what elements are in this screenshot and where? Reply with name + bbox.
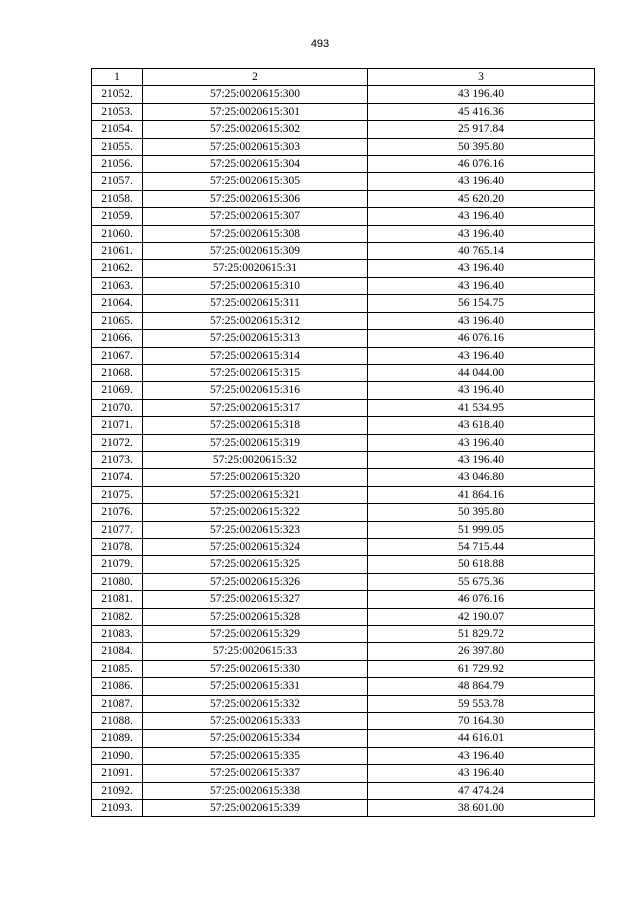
row-number-cell: 21082. — [92, 608, 143, 625]
row-number-cell: 21093. — [92, 800, 143, 817]
value-cell: 43 618.40 — [368, 417, 595, 434]
row-number-cell: 21053. — [92, 103, 143, 120]
cadastral-number-cell: 57:25:0020615:320 — [143, 469, 368, 486]
value-cell: 38 601.00 — [368, 800, 595, 817]
table-row — [92, 695, 595, 712]
page-number: 493 — [310, 38, 330, 50]
row-number-cell: 21057. — [92, 173, 143, 190]
table-row — [92, 173, 595, 190]
row-number-cell: 21087. — [92, 695, 143, 712]
value-cell: 40 765.14 — [368, 243, 595, 260]
value-cell: 25 917.84 — [368, 121, 595, 138]
table-row — [92, 486, 595, 503]
row-number-cell: 21090. — [92, 747, 143, 764]
row-number-cell: 21061. — [92, 243, 143, 260]
row-number-cell: 21056. — [92, 156, 143, 173]
cadastral-number-cell: 57:25:0020615:316 — [143, 382, 368, 399]
header-row — [92, 69, 595, 86]
cadastral-number-cell: 57:25:0020615:334 — [143, 730, 368, 747]
value-cell: 43 196.40 — [368, 347, 595, 364]
cadastral-number-cell: 57:25:0020615:307 — [143, 208, 368, 225]
cadastral-number-cell: 57:25:0020615:309 — [143, 243, 368, 260]
value-cell: 43 196.40 — [368, 451, 595, 468]
table-row — [92, 782, 595, 799]
row-number-cell: 21073. — [92, 451, 143, 468]
row-number-cell: 21065. — [92, 312, 143, 329]
row-number-cell: 21074. — [92, 469, 143, 486]
row-number-cell: 21070. — [92, 399, 143, 416]
value-cell: 56 154.75 — [368, 295, 595, 312]
cadastral-number-cell: 57:25:0020615:302 — [143, 121, 368, 138]
value-cell: 51 999.05 — [368, 521, 595, 538]
value-cell: 59 553.78 — [368, 695, 595, 712]
table-row — [92, 713, 595, 730]
value-cell: 46 076.16 — [368, 330, 595, 347]
row-number-cell: 21055. — [92, 138, 143, 155]
row-number-cell: 21092. — [92, 782, 143, 799]
value-cell: 45 416.36 — [368, 103, 595, 120]
cadastral-number-cell: 57:25:0020615:325 — [143, 556, 368, 573]
value-cell: 43 196.40 — [368, 312, 595, 329]
table-row — [92, 86, 595, 103]
value-cell: 43 196.40 — [368, 260, 595, 277]
row-number-cell: 21069. — [92, 382, 143, 399]
row-number-cell: 21067. — [92, 347, 143, 364]
cadastral-number-cell: 57:25:0020615:323 — [143, 521, 368, 538]
cadastral-number-cell: 57:25:0020615:324 — [143, 538, 368, 555]
table-row — [92, 747, 595, 764]
table-row — [92, 608, 595, 625]
table-row — [92, 434, 595, 451]
cadastral-number-cell: 57:25:0020615:311 — [143, 295, 368, 312]
table-row — [92, 451, 595, 468]
row-number-cell: 21054. — [92, 121, 143, 138]
value-cell: 50 395.80 — [368, 504, 595, 521]
table-row — [92, 156, 595, 173]
row-number-cell: 21088. — [92, 713, 143, 730]
table-row — [92, 765, 595, 782]
data-table — [91, 68, 595, 817]
table-row — [92, 573, 595, 590]
value-cell: 42 190.07 — [368, 608, 595, 625]
row-number-cell: 21079. — [92, 556, 143, 573]
row-number-cell: 21089. — [92, 730, 143, 747]
row-number-cell: 21071. — [92, 417, 143, 434]
table-row — [92, 138, 595, 155]
cadastral-number-cell: 57:25:0020615:339 — [143, 800, 368, 817]
table-row — [92, 660, 595, 677]
row-number-cell: 21062. — [92, 260, 143, 277]
table-row — [92, 103, 595, 120]
row-number-cell: 21076. — [92, 504, 143, 521]
row-number-cell: 21091. — [92, 765, 143, 782]
cadastral-number-cell: 57:25:0020615:317 — [143, 399, 368, 416]
cadastral-number-cell: 57:25:0020615:338 — [143, 782, 368, 799]
cadastral-number-cell: 57:25:0020615:328 — [143, 608, 368, 625]
table-body — [92, 86, 595, 817]
table-row — [92, 538, 595, 555]
table-row — [92, 521, 595, 538]
value-cell: 43 196.40 — [368, 86, 595, 103]
cadastral-number-cell: 57:25:0020615:319 — [143, 434, 368, 451]
row-number-cell: 21077. — [92, 521, 143, 538]
cadastral-number-cell: 57:25:0020615:312 — [143, 312, 368, 329]
table-row — [92, 730, 595, 747]
table-row — [92, 364, 595, 381]
row-number-cell: 21068. — [92, 364, 143, 381]
value-cell: 43 196.40 — [368, 173, 595, 190]
value-cell: 45 620.20 — [368, 190, 595, 207]
cadastral-number-cell: 57:25:0020615:301 — [143, 103, 368, 120]
row-number-cell: 21058. — [92, 190, 143, 207]
value-cell: 43 196.40 — [368, 382, 595, 399]
cadastral-number-cell: 57:25:0020615:303 — [143, 138, 368, 155]
cadastral-number-cell: 57:25:0020615:333 — [143, 713, 368, 730]
cadastral-number-cell: 57:25:0020615:31 — [143, 260, 368, 277]
cadastral-number-cell: 57:25:0020615:329 — [143, 626, 368, 643]
cadastral-number-cell: 57:25:0020615:335 — [143, 747, 368, 764]
row-number-cell: 21066. — [92, 330, 143, 347]
value-cell: 43 196.40 — [368, 225, 595, 242]
value-cell: 44 044.00 — [368, 364, 595, 381]
table-row — [92, 626, 595, 643]
value-cell: 43 196.40 — [368, 208, 595, 225]
table-header — [92, 69, 595, 86]
row-number-cell: 21064. — [92, 295, 143, 312]
cadastral-number-cell: 57:25:0020615:32 — [143, 451, 368, 468]
row-number-cell: 21052. — [92, 86, 143, 103]
value-cell: 47 474.24 — [368, 782, 595, 799]
value-cell: 46 076.16 — [368, 591, 595, 608]
cadastral-number-cell: 57:25:0020615:305 — [143, 173, 368, 190]
cadastral-number-cell: 57:25:0020615:321 — [143, 486, 368, 503]
value-cell: 54 715.44 — [368, 538, 595, 555]
cadastral-number-cell: 57:25:0020615:331 — [143, 678, 368, 695]
value-cell: 41 534.95 — [368, 399, 595, 416]
value-cell: 70 164.30 — [368, 713, 595, 730]
column-header-2: 2 — [143, 69, 368, 86]
value-cell: 43 196.40 — [368, 747, 595, 764]
table-row — [92, 417, 595, 434]
cadastral-number-cell: 57:25:0020615:327 — [143, 591, 368, 608]
table-row — [92, 504, 595, 521]
row-number-cell: 21075. — [92, 486, 143, 503]
row-number-cell: 21081. — [92, 591, 143, 608]
value-cell: 55 675.36 — [368, 573, 595, 590]
table-row — [92, 382, 595, 399]
value-cell: 61 729.92 — [368, 660, 595, 677]
cadastral-number-cell: 57:25:0020615:330 — [143, 660, 368, 677]
table-row — [92, 556, 595, 573]
row-number-cell: 21072. — [92, 434, 143, 451]
value-cell: 50 395.80 — [368, 138, 595, 155]
cadastral-number-cell: 57:25:0020615:308 — [143, 225, 368, 242]
value-cell: 48 864.79 — [368, 678, 595, 695]
row-number-cell: 21080. — [92, 573, 143, 590]
cadastral-number-cell: 57:25:0020615:313 — [143, 330, 368, 347]
table-row — [92, 121, 595, 138]
cadastral-number-cell: 57:25:0020615:318 — [143, 417, 368, 434]
table-row — [92, 208, 595, 225]
cadastral-number-cell: 57:25:0020615:304 — [143, 156, 368, 173]
row-number-cell: 21060. — [92, 225, 143, 242]
value-cell: 41 864.16 — [368, 486, 595, 503]
table-row — [92, 800, 595, 817]
table-row — [92, 678, 595, 695]
cadastral-number-cell: 57:25:0020615:326 — [143, 573, 368, 590]
cadastral-number-cell: 57:25:0020615:315 — [143, 364, 368, 381]
row-number-cell: 21086. — [92, 678, 143, 695]
value-cell: 43 196.40 — [368, 765, 595, 782]
row-number-cell: 21083. — [92, 626, 143, 643]
row-number-cell: 21063. — [92, 277, 143, 294]
value-cell: 46 076.16 — [368, 156, 595, 173]
value-cell: 43 046.80 — [368, 469, 595, 486]
table-row — [92, 330, 595, 347]
table-row — [92, 312, 595, 329]
table-row — [92, 469, 595, 486]
table-row — [92, 399, 595, 416]
value-cell: 51 829.72 — [368, 626, 595, 643]
table-row — [92, 295, 595, 312]
cadastral-number-cell: 57:25:0020615:300 — [143, 86, 368, 103]
table-row — [92, 591, 595, 608]
value-cell: 43 196.40 — [368, 277, 595, 294]
table-row — [92, 260, 595, 277]
cadastral-number-cell: 57:25:0020615:314 — [143, 347, 368, 364]
table-row — [92, 643, 595, 660]
cadastral-number-cell: 57:25:0020615:337 — [143, 765, 368, 782]
value-cell: 44 616.01 — [368, 730, 595, 747]
row-number-cell: 21078. — [92, 538, 143, 555]
row-number-cell: 21085. — [92, 660, 143, 677]
column-header-1: 1 — [92, 69, 143, 86]
cadastral-number-cell: 57:25:0020615:310 — [143, 277, 368, 294]
table-row — [92, 347, 595, 364]
cadastral-number-cell: 57:25:0020615:33 — [143, 643, 368, 660]
cadastral-number-cell: 57:25:0020615:322 — [143, 504, 368, 521]
value-cell: 26 397.80 — [368, 643, 595, 660]
value-cell: 50 618.88 — [368, 556, 595, 573]
table-row — [92, 277, 595, 294]
table-row — [92, 243, 595, 260]
cadastral-number-cell: 57:25:0020615:306 — [143, 190, 368, 207]
row-number-cell: 21084. — [92, 643, 143, 660]
row-number-cell: 21059. — [92, 208, 143, 225]
cadastral-number-cell: 57:25:0020615:332 — [143, 695, 368, 712]
table-row — [92, 190, 595, 207]
table-row — [92, 225, 595, 242]
column-header-3: 3 — [368, 69, 595, 86]
value-cell: 43 196.40 — [368, 434, 595, 451]
